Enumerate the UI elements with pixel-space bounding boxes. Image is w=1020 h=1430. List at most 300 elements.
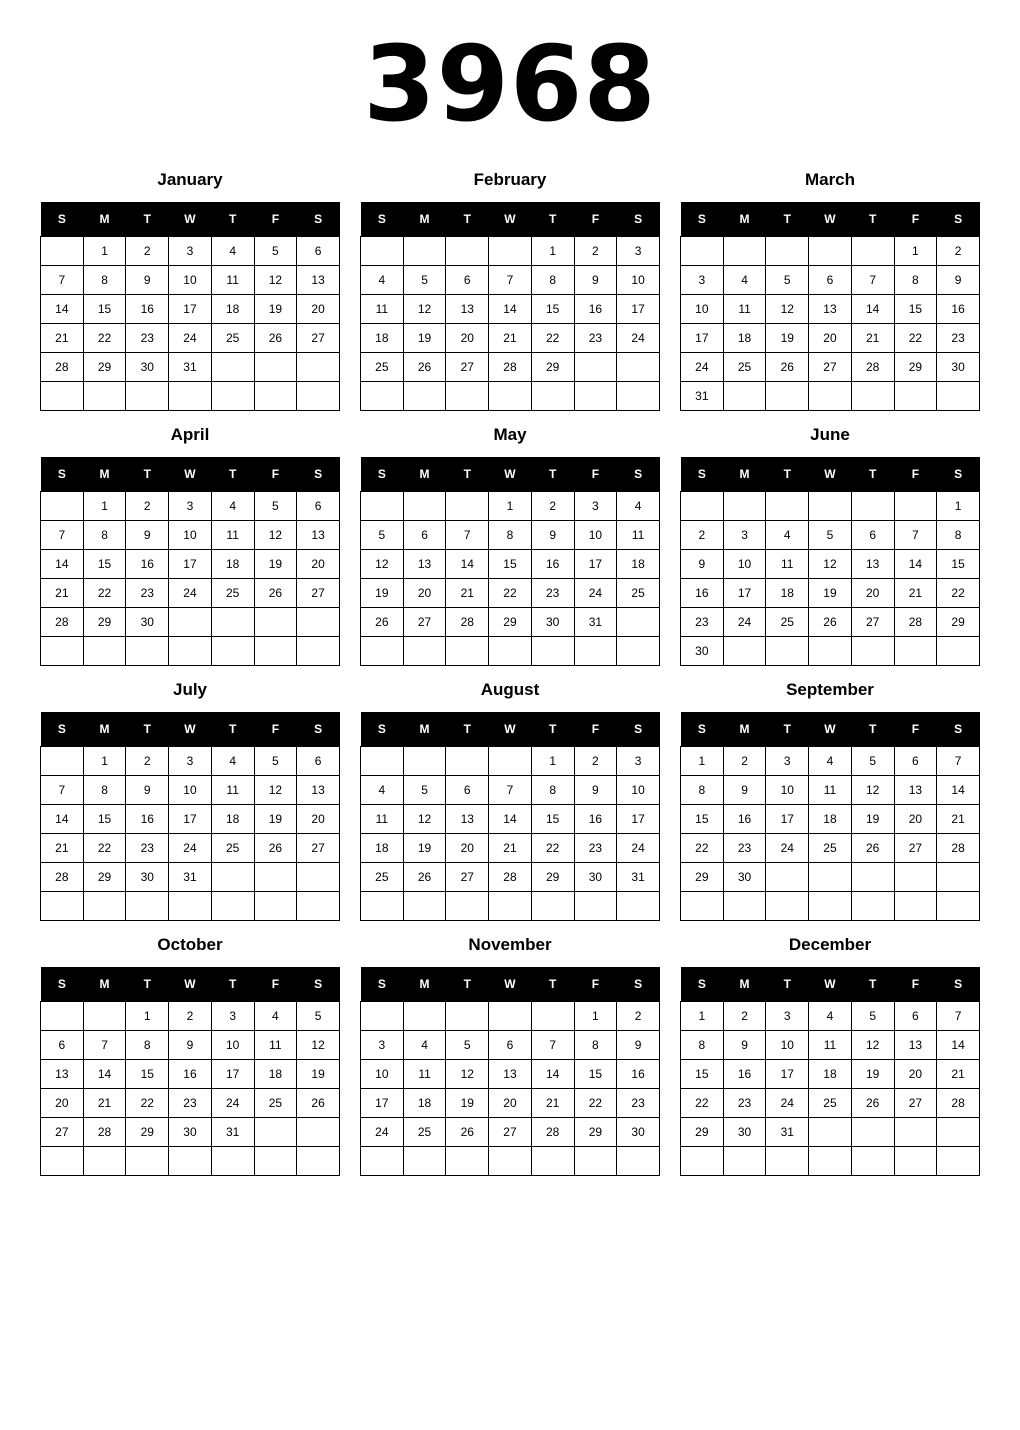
week-row [681,863,980,892]
day-cell [254,608,297,637]
day-cell [41,892,84,921]
day-cell [446,1147,489,1176]
weekday-header-cell: W [809,202,852,237]
day-cell: 31 [211,1118,254,1147]
calendar-page [0,18,1020,1430]
day-cell [446,747,489,776]
day-cell: 27 [894,1089,937,1118]
day-cell: 27 [446,353,489,382]
day-cell [403,1002,446,1031]
day-cell: 22 [531,324,574,353]
weekday-header-cell: T [766,967,809,1002]
day-cell: 15 [531,295,574,324]
day-cell: 11 [617,521,660,550]
day-cell: 27 [446,863,489,892]
day-cell [489,637,532,666]
day-cell: 8 [681,776,724,805]
day-cell [894,1147,937,1176]
day-cell: 28 [937,1089,980,1118]
day-cell: 6 [809,266,852,295]
day-cell: 18 [361,324,404,353]
weekday-header-cell: W [489,457,532,492]
day-cell: 8 [83,776,126,805]
week-row [361,834,660,863]
weekday-header-cell: W [169,202,212,237]
day-cell: 18 [723,324,766,353]
day-cell [446,237,489,266]
day-cell: 21 [489,324,532,353]
weekday-header-cell: W [169,712,212,747]
week-row [41,295,340,324]
day-cell: 18 [211,295,254,324]
week-row [681,834,980,863]
day-cell: 6 [41,1031,84,1060]
day-cell [489,747,532,776]
month-table [680,457,980,666]
day-cell: 15 [83,805,126,834]
day-cell: 6 [489,1031,532,1060]
day-cell: 2 [574,237,617,266]
day-cell [403,637,446,666]
day-cell: 11 [766,550,809,579]
day-cell: 12 [254,266,297,295]
day-cell: 10 [766,1031,809,1060]
day-cell [83,892,126,921]
day-cell: 17 [169,295,212,324]
day-cell: 3 [361,1031,404,1060]
day-cell: 27 [809,353,852,382]
day-cell [297,608,340,637]
day-cell: 9 [723,776,766,805]
day-cell: 5 [254,237,297,266]
weekday-header-cell: T [126,457,169,492]
day-cell: 27 [894,834,937,863]
day-cell: 5 [403,776,446,805]
day-cell: 9 [574,776,617,805]
day-cell: 3 [574,492,617,521]
day-cell: 8 [574,1031,617,1060]
week-row [681,353,980,382]
week-row [41,266,340,295]
month-table [40,712,340,921]
day-cell [809,637,852,666]
day-cell: 29 [937,608,980,637]
weekday-header-cell: T [446,712,489,747]
day-cell: 9 [723,1031,766,1060]
day-cell: 7 [41,776,84,805]
weekday-header-cell: S [297,967,340,1002]
week-row [681,324,980,353]
day-cell: 10 [617,266,660,295]
day-cell [723,1147,766,1176]
day-cell: 1 [83,492,126,521]
weekday-header-cell: S [681,202,724,237]
day-cell: 26 [361,608,404,637]
day-cell: 4 [403,1031,446,1060]
day-cell: 10 [211,1031,254,1060]
weekday-header-row [681,967,980,1002]
day-cell: 18 [254,1060,297,1089]
day-cell [894,892,937,921]
day-cell [574,637,617,666]
weekday-header-cell: S [361,202,404,237]
week-row [41,1147,340,1176]
day-cell: 29 [83,608,126,637]
week-row [361,550,660,579]
day-cell [403,492,446,521]
week-row [681,382,980,411]
day-cell: 29 [894,353,937,382]
day-cell [361,382,404,411]
day-cell: 12 [851,776,894,805]
day-cell: 26 [297,1089,340,1118]
weekday-header-cell: W [169,457,212,492]
day-cell: 31 [169,863,212,892]
day-cell: 2 [617,1002,660,1031]
week-row [681,747,980,776]
day-cell: 5 [361,521,404,550]
day-cell: 13 [446,805,489,834]
day-cell: 21 [937,1060,980,1089]
day-cell: 9 [126,776,169,805]
day-cell [723,382,766,411]
week-row [361,637,660,666]
weekday-header-row [361,202,660,237]
day-cell: 20 [489,1089,532,1118]
day-cell: 25 [254,1089,297,1118]
day-cell [41,492,84,521]
day-cell: 22 [83,324,126,353]
day-cell: 9 [617,1031,660,1060]
day-cell: 13 [297,521,340,550]
weekday-header-row [41,712,340,747]
day-cell: 24 [617,324,660,353]
day-cell: 31 [574,608,617,637]
weekday-header-cell: M [723,457,766,492]
day-cell: 14 [489,805,532,834]
day-cell: 14 [937,776,980,805]
day-cell [531,1147,574,1176]
day-cell: 14 [41,550,84,579]
day-cell: 15 [489,550,532,579]
day-cell: 8 [894,266,937,295]
day-cell: 30 [531,608,574,637]
day-cell [766,863,809,892]
day-cell: 25 [211,324,254,353]
week-row [681,295,980,324]
day-cell: 11 [809,776,852,805]
day-cell: 11 [403,1060,446,1089]
day-cell [83,1002,126,1031]
day-cell: 21 [41,579,84,608]
weekday-header-cell: S [41,457,84,492]
day-cell: 12 [403,295,446,324]
day-cell: 24 [574,579,617,608]
day-cell [297,382,340,411]
day-cell [83,637,126,666]
day-cell: 22 [681,834,724,863]
month-table [680,712,980,921]
day-cell [681,892,724,921]
week-row [41,237,340,266]
day-cell: 22 [894,324,937,353]
day-cell: 10 [169,266,212,295]
day-cell [809,1118,852,1147]
day-cell [83,1147,126,1176]
day-cell [489,1002,532,1031]
day-cell [169,892,212,921]
day-cell [211,382,254,411]
week-row [361,1060,660,1089]
day-cell [894,863,937,892]
day-cell: 10 [169,521,212,550]
weekday-header-cell: T [766,712,809,747]
day-cell [937,637,980,666]
day-cell: 28 [531,1118,574,1147]
month-name: December [788,935,872,954]
day-cell: 8 [83,266,126,295]
day-cell [851,382,894,411]
week-row [361,1089,660,1118]
weekday-header-cell: T [851,967,894,1002]
day-cell [851,863,894,892]
day-cell: 21 [851,324,894,353]
day-cell [489,892,532,921]
day-cell: 20 [809,324,852,353]
week-row [681,1031,980,1060]
weekday-header-cell: M [403,202,446,237]
day-cell: 2 [169,1002,212,1031]
month-name: January [157,170,223,189]
day-cell: 6 [446,266,489,295]
day-cell: 21 [41,324,84,353]
week-row [361,353,660,382]
weekday-header-cell: M [403,712,446,747]
weekday-header-cell: F [574,967,617,1002]
day-cell [937,892,980,921]
day-cell [894,382,937,411]
day-cell [809,237,852,266]
week-row [41,834,340,863]
day-cell: 8 [83,521,126,550]
day-cell: 29 [574,1118,617,1147]
week-row [361,382,660,411]
day-cell: 5 [446,1031,489,1060]
day-cell [851,892,894,921]
month-name: July [172,680,208,699]
day-cell: 23 [126,834,169,863]
day-cell [531,892,574,921]
day-cell: 15 [574,1060,617,1089]
day-cell: 10 [617,776,660,805]
week-row [361,608,660,637]
week-row [361,324,660,353]
day-cell [851,637,894,666]
week-row [361,863,660,892]
weekday-header-cell: M [723,967,766,1002]
weekday-header-cell: F [254,457,297,492]
month-block [680,170,980,411]
day-cell: 19 [446,1089,489,1118]
day-cell: 23 [681,608,724,637]
weekday-header-cell: W [809,712,852,747]
day-cell: 6 [403,521,446,550]
weekday-header-cell: S [41,202,84,237]
day-cell: 14 [41,295,84,324]
day-cell: 24 [169,579,212,608]
weekday-header-cell: T [126,967,169,1002]
week-row [41,353,340,382]
day-cell: 15 [681,805,724,834]
weekday-header-cell: S [617,712,660,747]
day-cell: 31 [766,1118,809,1147]
day-cell: 24 [723,608,766,637]
day-cell: 12 [809,550,852,579]
day-cell [894,637,937,666]
week-row [41,1002,340,1031]
day-cell: 16 [723,805,766,834]
day-cell: 19 [766,324,809,353]
week-row [681,637,980,666]
weekday-header-cell: S [937,712,980,747]
weekday-header-row [681,457,980,492]
day-cell: 20 [851,579,894,608]
day-cell [446,637,489,666]
day-cell: 15 [681,1060,724,1089]
week-row [41,324,340,353]
year-title: 3968 [363,23,657,145]
day-cell [211,1147,254,1176]
day-cell: 12 [254,521,297,550]
day-cell: 12 [766,295,809,324]
day-cell [809,892,852,921]
week-row [681,1089,980,1118]
day-cell [211,863,254,892]
day-cell: 16 [574,295,617,324]
day-cell [531,382,574,411]
week-row [681,608,980,637]
day-cell: 4 [809,747,852,776]
day-cell: 20 [297,550,340,579]
month-block [680,680,980,921]
day-cell [361,1002,404,1031]
day-cell: 13 [297,266,340,295]
day-cell: 25 [403,1118,446,1147]
day-cell [297,1147,340,1176]
weekday-header-row [41,967,340,1002]
day-cell [254,892,297,921]
day-cell: 17 [361,1089,404,1118]
day-cell: 28 [851,353,894,382]
day-cell: 8 [681,1031,724,1060]
day-cell [766,637,809,666]
weekday-header-cell: F [574,457,617,492]
day-cell: 10 [169,776,212,805]
day-cell: 19 [254,295,297,324]
week-row [41,892,340,921]
day-cell: 4 [254,1002,297,1031]
day-cell [766,1147,809,1176]
day-cell: 28 [894,608,937,637]
weekday-header-cell: T [851,712,894,747]
day-cell: 13 [297,776,340,805]
day-cell [617,382,660,411]
day-cell: 27 [297,324,340,353]
months-grid [40,170,980,1190]
day-cell: 18 [617,550,660,579]
week-row [361,295,660,324]
weekday-header-cell: T [531,202,574,237]
day-cell [851,1147,894,1176]
weekday-header-cell: W [809,457,852,492]
weekday-header-cell: F [574,712,617,747]
day-cell: 1 [83,747,126,776]
day-cell: 11 [211,776,254,805]
day-cell: 25 [361,353,404,382]
day-cell: 3 [169,237,212,266]
day-cell: 11 [809,1031,852,1060]
day-cell: 11 [211,521,254,550]
day-cell [361,637,404,666]
day-cell: 19 [403,834,446,863]
day-cell: 9 [531,521,574,550]
day-cell: 9 [937,266,980,295]
day-cell [574,1147,617,1176]
day-cell: 19 [254,550,297,579]
day-cell: 27 [403,608,446,637]
day-cell [254,863,297,892]
weekday-header-cell: W [489,712,532,747]
week-row [41,1089,340,1118]
day-cell [126,637,169,666]
weekday-header-cell: S [681,457,724,492]
day-cell: 25 [723,353,766,382]
day-cell: 1 [574,1002,617,1031]
day-cell: 27 [297,834,340,863]
day-cell: 19 [403,324,446,353]
day-cell [894,1118,937,1147]
day-cell [446,382,489,411]
month-table [360,712,660,921]
day-cell: 20 [41,1089,84,1118]
day-cell: 8 [531,266,574,295]
weekday-header-cell: S [41,712,84,747]
day-cell: 29 [489,608,532,637]
month-block [680,425,980,666]
week-row [361,892,660,921]
day-cell: 2 [126,747,169,776]
weekday-header-cell: T [766,457,809,492]
day-cell: 17 [574,550,617,579]
day-cell [361,892,404,921]
month-block [40,170,340,411]
day-cell: 26 [254,579,297,608]
day-cell [809,492,852,521]
weekday-header-row [681,202,980,237]
week-row [41,776,340,805]
day-cell: 14 [894,550,937,579]
month-table [40,457,340,666]
week-row [681,579,980,608]
day-cell: 26 [446,1118,489,1147]
week-row [41,492,340,521]
day-cell [169,608,212,637]
day-cell: 24 [617,834,660,863]
weekday-header-cell: T [446,457,489,492]
day-cell: 7 [531,1031,574,1060]
day-cell: 7 [446,521,489,550]
day-cell: 14 [446,550,489,579]
